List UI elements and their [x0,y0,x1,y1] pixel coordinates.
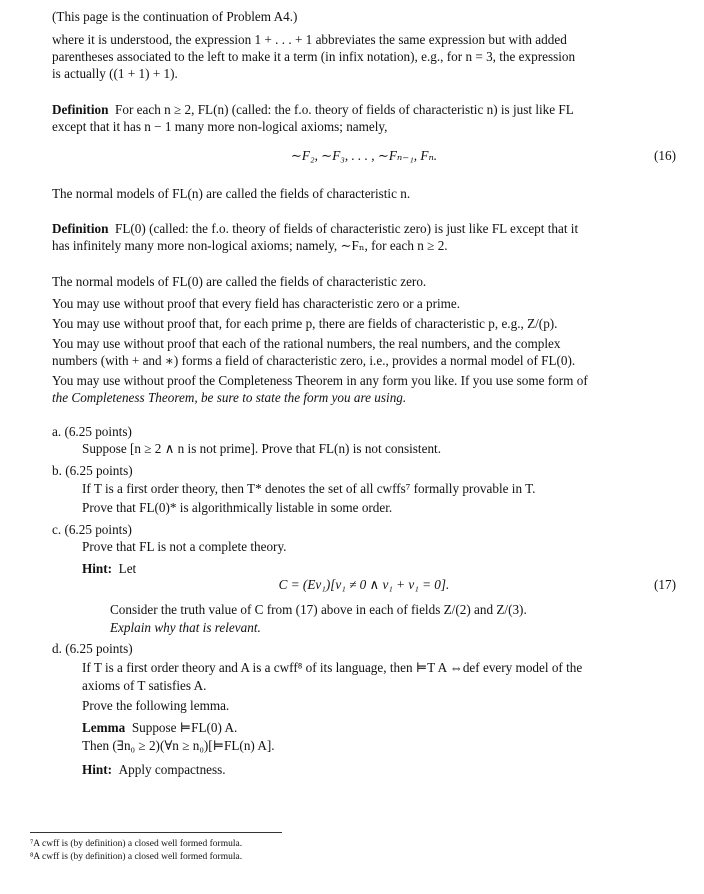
item-c-text: Prove that FL is not a complete theory. [82,539,287,554]
definition-text-1: For each n ≥ 2, FL(n) (called: the f.o. theory of fields of characteristic n) is just like FL [115,102,574,117]
definition-heading: Definition [52,221,109,236]
item-b-line-1: If T is a first order theory, then T* denotes the set of all cwffs⁷ formally provable in T. [82,481,536,496]
item-d-body [82,659,676,779]
item-a-text: Suppose [n ≥ 2 ∧ n is not prime]. Prove that FL(n) is not consistent. [82,441,442,456]
item-d-line-3: Prove the following lemma. [82,698,230,713]
note-line-5: You may use without proof the Completeness Theorem in any form you like. If you use some form of [52,373,588,388]
intro-paragraph [52,31,676,82]
definition-text-2: except that it has n − 1 many more non-logical axioms; namely, [52,119,388,134]
definition-text-1: FL(0) (called: the f.o. theory of fields of characteristic zero) is just like FL except that it [115,221,579,236]
hint-label: Hint: [82,561,113,576]
equation-17-body: C = (Ev₁)[v₁ ≠ 0 ∧ v₁ + v₁ = 0]. [278,577,450,592]
item-b-line-2: Prove that FL(0)* is algorithmically listable in some order. [82,500,393,515]
item-b-label: b. (6.25 points) [52,463,133,478]
item-c-consider [110,601,676,637]
note-line-3: You may use without proof that each of the rational numbers, the real numbers, and the complex [52,336,561,351]
item-d-line-1: If T is a first order theory and A is a cwff⁸ of its language, then ⊨T A ⇔def every model of the [82,660,583,675]
permissions-list [52,294,676,408]
intro-line-1: where it is understood, the expression 1 + . . . + 1 abbreviates the same expression but with added [52,32,567,47]
continuation-note: (This page is the continuation of Problem A4.) [52,9,298,24]
note-line-4: numbers (with + and ∗) forms a field of characteristic zero, i.e., provides a normal model of FL(0). [52,353,576,368]
lemma-conclusion: Then (∃n₀ ≥ 2)(∀n ≥ n₀)[⊨FL(n) A]. [82,738,275,753]
item-d-label: d. (6.25 points) [52,641,133,656]
note-line-6: the Completeness Theorem, be sure to state the form you are using. [52,390,407,405]
definition-text-2: has infinitely many more non-logical axioms; namely, ∼Fₙ, for each n ≥ 2. [52,238,448,253]
note-line-1: You may use without proof that every field has characteristic zero or a prime. [52,296,461,311]
item-c-line-2: Consider the truth value of C from (17) above in each of fields Z/(2) and Z/(3). [110,602,527,617]
definition-fl-n [52,101,676,135]
footnote-8: ⁸A cwff is (by definition) a closed well formed formula. [30,852,243,862]
item-c-hint [82,560,676,577]
hint-text: Apply compactness. [118,762,226,777]
definition-fl-0 [52,220,676,254]
lemma-text: Suppose ⊨FL(0) A. [131,720,238,735]
equation-16-body: ∼F₂, ∼F₃, . . . , ∼Fₙ₋₁, Fₙ. [290,148,438,163]
normal-models-char-zero: The normal models of FL(0) are called the fields of characteristic zero. [52,274,427,289]
note-line-2: You may use without proof that, for each prime p, there are fields of characteristic p, e.g., Z/(p). [52,316,558,331]
lemma-label: Lemma [82,720,126,735]
intro-line-3: is actually ((1 + 1) + 1). [52,66,178,81]
equation-17-number: (17) [654,577,676,592]
equation-16-number: (16) [654,148,676,163]
hint-text: Let [118,561,137,576]
normal-models-char-n: The normal models of FL(n) are called the fields of characteristic n. [52,186,411,201]
item-b-body [82,479,676,517]
definition-heading: Definition [52,102,109,117]
footnote-rule [30,832,282,833]
item-c-label: c. (6.25 points) [52,522,132,537]
intro-line-2: parentheses associated to the left to make it a term (in infix notation), e.g., for n = 3, the expression [52,49,576,64]
item-a-label: a. (6.25 points) [52,424,132,439]
item-d-line-2: axioms of T satisfies A. [82,678,207,693]
footnote-7: ⁷A cwff is (by definition) a closed well formed formula. [30,839,243,849]
item-c-line-3: Explain why that is relevant. [110,620,261,635]
hint-label: Hint: [82,762,113,777]
